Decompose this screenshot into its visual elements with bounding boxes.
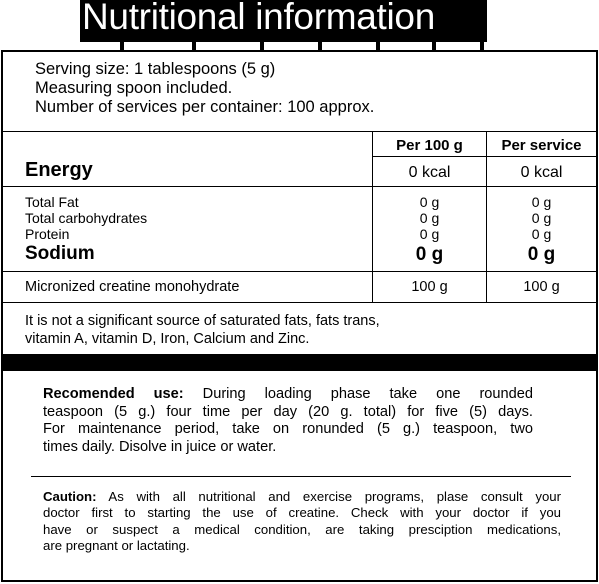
serving-size: Serving size: 1 tablespoons (5 g): [35, 60, 276, 78]
energy-per-service: 0 kcal: [520, 164, 563, 181]
total-fat-per-100g: 0 g: [419, 194, 440, 210]
total-fat-per-service: 0 g: [531, 194, 552, 210]
sodium-per-100g: 0 g: [415, 244, 444, 265]
recommended-use-heading: Recomended use:: [43, 386, 184, 402]
nutrition-panel: [1, 50, 598, 582]
protein-per-service: 0 g: [531, 226, 552, 242]
servings-per-container: Number of services per container: 100 approx.: [35, 98, 375, 116]
sodium-per-service: 0 g: [527, 244, 556, 265]
carbohydrates-per-service: 0 g: [531, 210, 552, 226]
title-decoration: [80, 42, 487, 50]
total-fat-label: Total Fat: [25, 194, 79, 210]
column-header-per-100g: Per 100 g: [396, 137, 463, 154]
nutrient-note: It is not a significant source of saturated fats, fats trans, vitamin A, vitamin D, Iron, Calcium and Zinc.: [25, 313, 380, 347]
page-title: Nutritional information: [82, 0, 435, 37]
serving-info: [35, 60, 374, 117]
section-divider-bar: [3, 354, 596, 371]
table-top-border: [3, 131, 596, 132]
creatine-label: Micronized creatine monohydrate: [25, 279, 240, 295]
energy-label: Energy: [25, 159, 93, 181]
caution-heading: Caution:: [43, 489, 97, 504]
caution-notice: Caution: As with all nutritional and exercise programs, plase consult your doctor first to starting the use of creatine. Check with your doctor if you have or suspect a medical condition, are taking presciption medications, are pregnant or lactating.: [43, 489, 561, 553]
energy-divider: [3, 186, 596, 187]
creatine-per-service: 100 g: [523, 279, 560, 295]
energy-per-100g: 0 kcal: [408, 164, 451, 181]
sodium-label: Sodium: [25, 243, 95, 264]
caution-separator: [31, 476, 571, 477]
table-bottom-border: [3, 302, 596, 303]
protein-per-100g: 0 g: [419, 226, 440, 242]
recommended-use: Recomended use: During loading phase take one rounded teaspoon (5 g.) four time per day (20 g. total) for five (5) days. For maintenance period, take on ronunded (5 g.) teaspoon, two times daily. Disolve in juice or water.: [43, 386, 533, 455]
measuring-spoon: Measuring spoon included.: [35, 79, 233, 97]
header-underline: [372, 156, 596, 157]
sodium-divider: [3, 271, 596, 272]
carbohydrates-label: Total carbohydrates: [25, 210, 148, 226]
creatine-per-100g: 100 g: [411, 279, 448, 295]
carbohydrates-per-100g: 0 g: [419, 210, 440, 226]
column-header-per-service: Per service: [501, 137, 582, 154]
protein-label: Protein: [25, 226, 70, 242]
title-banner: [80, 0, 487, 42]
